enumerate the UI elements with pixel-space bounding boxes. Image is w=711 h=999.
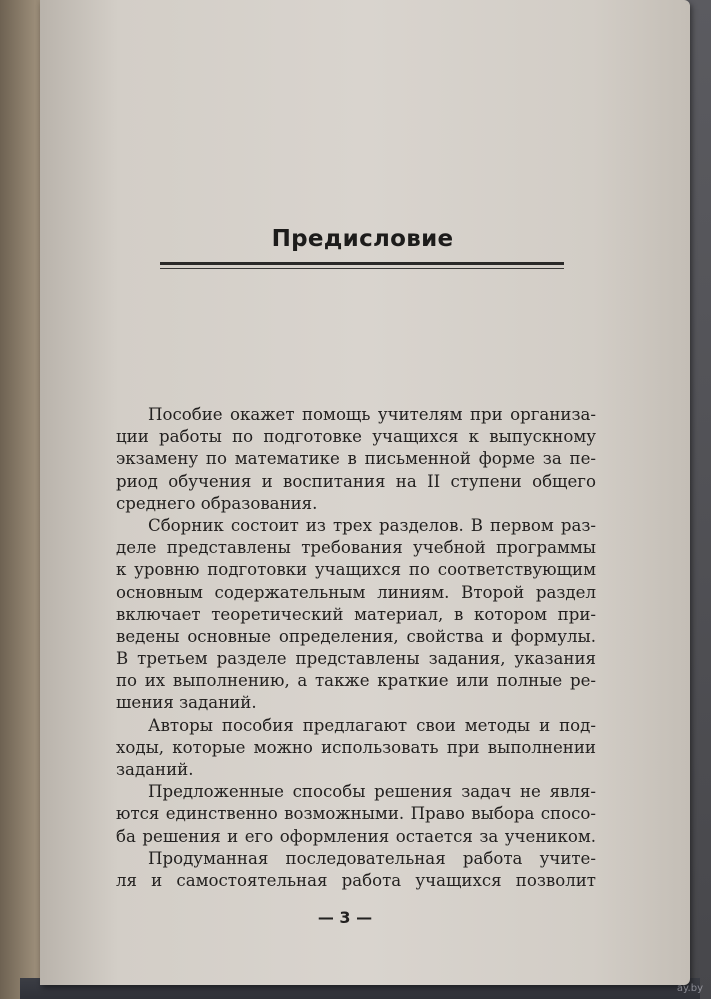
- text-line: Продуманная последовательная работа учите-: [148, 848, 596, 868]
- text-line: деле представлены требования учебной программы: [116, 538, 596, 558]
- text-line: к уровню подготовки учащихся по соответствующим: [116, 560, 596, 580]
- body-text: [116, 404, 596, 892]
- page-number: — 3 —: [317, 908, 373, 927]
- text-line: ции работы по подготовке учащихся к выпускному: [116, 427, 596, 447]
- heading-rule-thin: [160, 268, 564, 269]
- text-line: шения заданий.: [116, 693, 257, 713]
- text-line: Сборник состоит из трех разделов. В первом раз-: [148, 515, 596, 535]
- text-line: Авторы пособия предлагают свои методы и под-: [148, 715, 596, 735]
- text-line: заданий.: [116, 760, 194, 779]
- text-line: ются единственно возможными. Право выбора спосо-: [116, 804, 596, 824]
- text-line: экзамену по математике в письменной форме за пе-: [116, 449, 596, 469]
- watermark: ay.by: [676, 983, 703, 994]
- text-line: включает теоретический материал, в котором при-: [116, 604, 596, 624]
- heading-rule-thick: [160, 262, 564, 265]
- text-line: по их выполнению, а также краткие или полные ре-: [116, 671, 596, 691]
- text-line: Предложенные способы решения задач не явля-: [148, 782, 596, 802]
- text-line: ходы, которые можно использовать при выполнении: [116, 737, 596, 757]
- text-line: риод обучения и воспитания на II ступени общего: [116, 471, 596, 491]
- page-heading: Предисловие: [271, 226, 454, 252]
- text-line: В третьем разделе представлены задания, указания: [116, 649, 596, 669]
- text-line: ведены основные определения, свойства и формулы.: [116, 626, 596, 646]
- text-line: ля и самостоятельная работа учащихся позволит: [116, 870, 596, 890]
- text-line: Пособие окажет помощь учителям при организа-: [148, 405, 596, 424]
- text-line: ба решения и его оформления остается за учеником.: [116, 826, 596, 846]
- heading-rule: [160, 262, 564, 271]
- text-line: основным содержательным линиям. Второй раздел: [116, 582, 596, 602]
- text-line: среднего образования.: [116, 493, 318, 513]
